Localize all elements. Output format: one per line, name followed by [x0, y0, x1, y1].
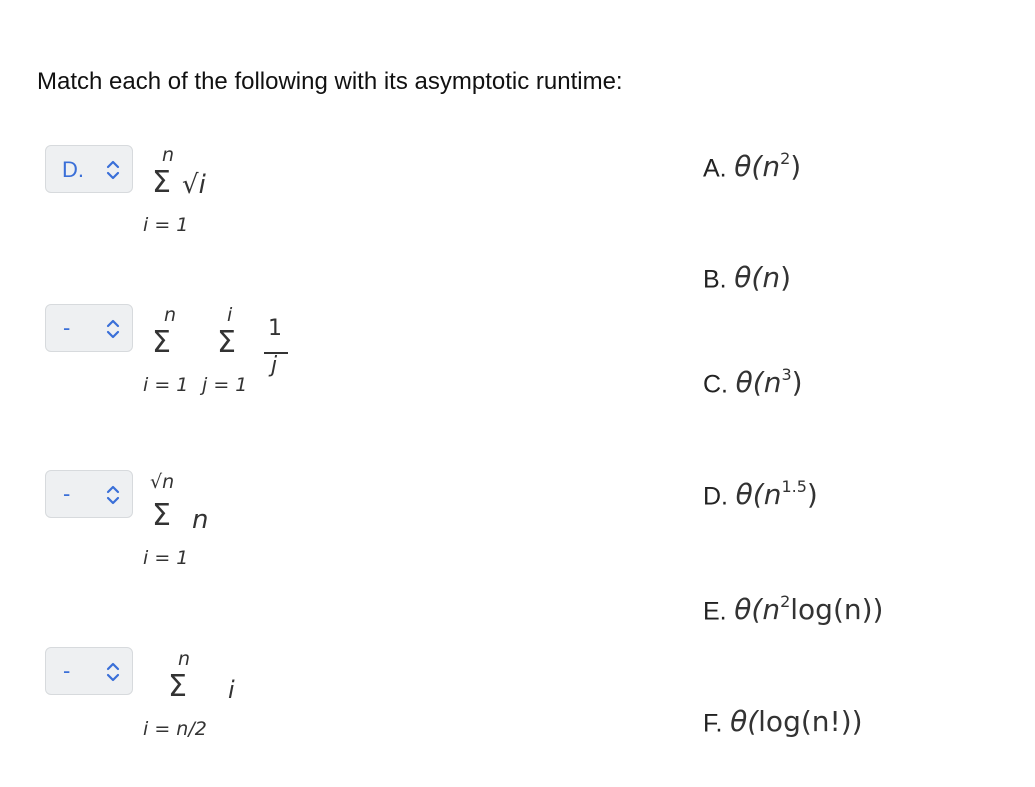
sum-upper-limit: n — [164, 304, 177, 326]
exponent: 3 — [781, 365, 792, 384]
sum-lower-limit: i = 1 — [143, 547, 189, 569]
sigma-symbol: Σ — [152, 165, 171, 200]
answer-select-3[interactable] — [45, 470, 133, 518]
option-d — [703, 477, 818, 512]
tail: ) — [806, 478, 818, 512]
sigma-symbol: Σ — [152, 325, 171, 360]
chevron-updown-icon — [105, 159, 121, 181]
option-expression — [736, 366, 803, 399]
summand: i — [228, 676, 235, 704]
option-letter: A. — [703, 154, 727, 183]
option-expression — [736, 478, 818, 511]
exponent: 2 — [780, 149, 791, 168]
tail: ) — [790, 150, 802, 184]
base: n — [763, 478, 782, 512]
sigma-symbol: Σ — [152, 498, 171, 533]
question-prompt: Match each of the following with its asymptotic runtime: — [37, 68, 623, 95]
fraction-denominator: j — [271, 353, 278, 378]
sigma-symbol: Σ — [168, 669, 187, 704]
sum-lower-limit: i = 1 — [143, 214, 189, 236]
chevron-updown-icon — [105, 484, 121, 506]
answer-select-4[interactable] — [45, 647, 133, 695]
option-expression — [734, 261, 791, 294]
option-b — [703, 261, 792, 295]
answer-select-2[interactable] — [45, 304, 133, 352]
theta-open: θ( — [734, 593, 763, 627]
tail: log(n!)) — [758, 705, 863, 739]
option-a — [703, 149, 802, 184]
option-letter: E. — [703, 597, 727, 626]
exponent: 2 — [780, 592, 791, 611]
answer-select-value: - — [63, 658, 71, 683]
expression-3 — [140, 465, 280, 575]
option-expression — [734, 593, 883, 626]
base: n — [762, 593, 781, 627]
chevron-updown-icon — [105, 318, 121, 340]
expression-4 — [140, 642, 280, 752]
answer-select-1[interactable] — [45, 145, 133, 193]
option-letter: D. — [703, 482, 728, 511]
theta-open: θ( — [735, 478, 764, 512]
sum-lower-limit: i = n/2 — [143, 718, 207, 740]
fraction-numerator: 1 — [268, 316, 282, 341]
expression-1 — [140, 140, 280, 240]
base: n — [763, 366, 782, 400]
option-expression — [730, 705, 863, 738]
sum-lower-limit: i = 1 — [143, 374, 189, 396]
sum-upper-limit: n — [162, 144, 175, 166]
tail: log(n)) — [790, 593, 884, 627]
chevron-updown-icon — [105, 661, 121, 683]
inner-sum-upper-limit: i — [227, 304, 233, 326]
option-letter: F. — [703, 709, 723, 738]
option-c — [703, 365, 803, 400]
theta-open: θ( — [734, 150, 763, 184]
answer-select-value: - — [63, 481, 71, 506]
answer-select-value: - — [63, 315, 71, 340]
theta-open: θ( — [734, 261, 763, 295]
expression-2 — [140, 300, 310, 400]
inner-sum-lower-limit: j = 1 — [202, 374, 248, 396]
answer-select-value: D. — [62, 157, 84, 182]
summand: √i — [182, 170, 206, 200]
base: n — [762, 261, 781, 295]
sum-upper-limit: √n — [150, 471, 175, 493]
option-e — [703, 592, 884, 627]
option-letter: C. — [703, 370, 728, 399]
option-f — [703, 705, 863, 739]
option-expression — [734, 150, 801, 183]
summand: n — [192, 505, 209, 535]
option-letter: B. — [703, 265, 727, 294]
inner-sigma-symbol: Σ — [217, 325, 236, 360]
sum-upper-limit: n — [178, 648, 191, 670]
theta-open: θ( — [735, 366, 764, 400]
base: n — [762, 150, 781, 184]
theta-open: θ( — [730, 705, 759, 739]
exponent: 1.5 — [781, 477, 807, 496]
tail: ) — [791, 366, 803, 400]
tail: ) — [780, 261, 792, 295]
